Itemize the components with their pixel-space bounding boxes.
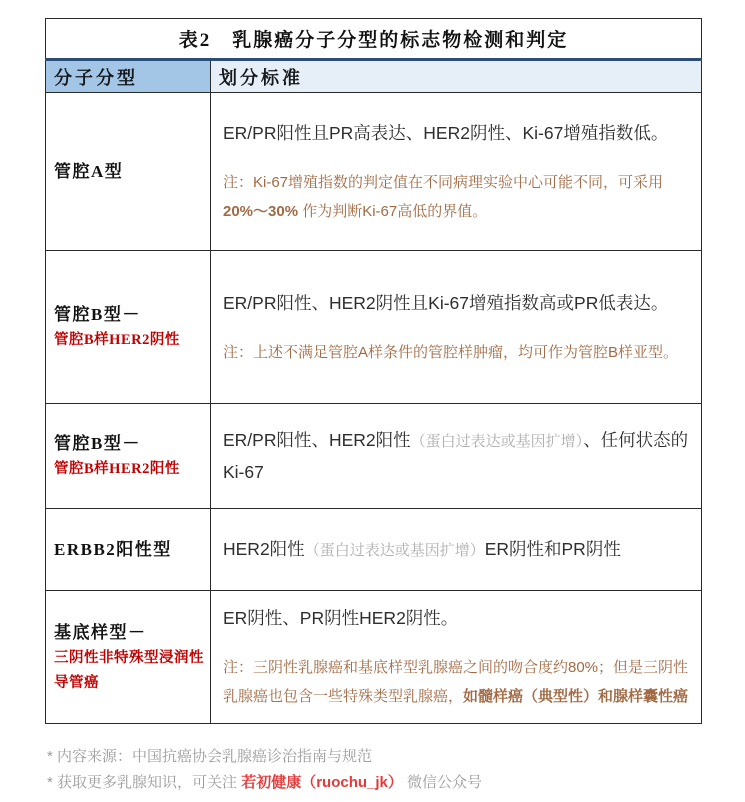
criteria-cell: [211, 591, 702, 724]
note-text: 注：Ki-67增殖指数的判定值在不同病理实验中心可能不同，可采用: [223, 173, 664, 191]
promo-brand: 若初健康（ruochu_jk）: [241, 774, 403, 791]
header-row: [46, 60, 702, 93]
type-cell: [46, 404, 211, 509]
criteria-text: 、任何状态的Ki-67: [223, 430, 689, 482]
table-row: [46, 404, 702, 509]
table-row: [46, 509, 702, 591]
type-sublabel: 管腔B样HER2阴性: [54, 332, 180, 348]
footer-source: * 内容来源：中国抗癌协会乳腺癌诊治指南与规范: [47, 748, 373, 765]
type-label: 管腔B型－: [54, 434, 141, 453]
type-sublabel: 三阴性非特殊型浸润性导管癌: [54, 649, 204, 691]
criteria-text: ER/PR阳性、HER2阳性: [223, 430, 411, 450]
table-row: [46, 251, 702, 404]
note-text: 注：上述不满足管腔A样条件的管腔样肿瘤，均可作为管腔B样亚型。: [223, 343, 679, 361]
column-header-type: 分子分型: [46, 60, 211, 93]
note-text-bold: 20%～30%: [223, 202, 299, 220]
criteria-main: [223, 425, 691, 487]
note-text: 注：三阴性乳腺癌和基底样型乳腺癌之间的吻合度约80%；但是三阴性乳腺癌也包含一些特殊类型乳腺癌，: [223, 659, 689, 705]
footer-promo-prefix: * 获取更多乳腺知识，可关注: [47, 774, 242, 791]
footer-promo: [47, 770, 745, 796]
type-label: 基底样型－: [54, 622, 147, 642]
table-row: [46, 93, 702, 251]
criteria-text: ER阴性和PR阴性: [484, 538, 621, 559]
column-header-criteria: 划分标准: [211, 60, 702, 93]
criteria-note: [223, 168, 691, 226]
title-row: [46, 19, 702, 60]
type-cell: [46, 509, 211, 591]
footer-promo-suffix: 微信公众号: [402, 774, 483, 791]
criteria-cell: [211, 509, 702, 591]
criteria-main: [223, 288, 691, 318]
footer: [45, 744, 745, 796]
criteria-text-gray: （蛋白过表达或基因扩增）: [410, 433, 584, 450]
type-cell: [46, 251, 211, 404]
type-sublabel: 管腔B样HER2阳性: [54, 461, 180, 477]
criteria-text: ER阴性、PR阴性HER2阴性。: [223, 608, 459, 628]
table-row: [46, 591, 702, 724]
type-label: 管腔A型: [54, 162, 124, 181]
type-cell: [46, 591, 211, 724]
note-text: 作为判断Ki-67高低的界值。: [298, 202, 488, 220]
criteria-note: [223, 653, 691, 711]
type-label: 管腔B型－: [54, 305, 141, 324]
note-text-bold: 如髓样癌（典型性）和腺样囊性癌: [463, 688, 689, 705]
type-label: ERBB2阳性型: [54, 540, 172, 559]
criteria-main: [223, 603, 691, 633]
criteria-text: HER2阳性: [223, 538, 305, 559]
table-title: 表2 乳腺癌分子分型的标志物检测和判定: [46, 19, 702, 60]
criteria-note: [223, 338, 691, 367]
subtype-table: [45, 18, 702, 724]
criteria-text-gray: （蛋白过表达或基因扩增）: [304, 541, 485, 559]
criteria-cell: [211, 404, 702, 509]
criteria-cell: [211, 93, 702, 251]
criteria-text: ER/PR阳性且PR高表达、HER2阴性、Ki-67增殖指数低。: [223, 122, 669, 143]
criteria-text: ER/PR阳性、HER2阴性且Ki-67增殖指数高或PR低表达。: [223, 292, 669, 313]
criteria-main: [223, 534, 691, 566]
criteria-main: [223, 118, 691, 148]
criteria-cell: [211, 251, 702, 404]
type-cell: [46, 93, 211, 251]
